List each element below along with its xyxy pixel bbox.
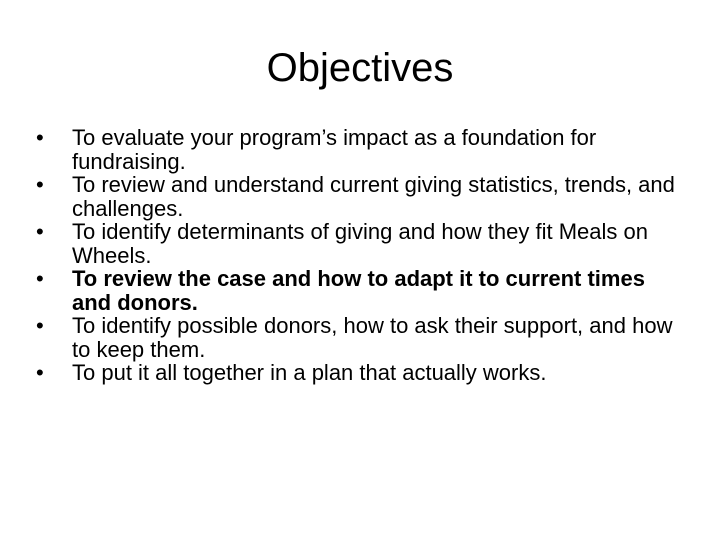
objectives-list [36, 126, 686, 385]
bullet-icon: • [36, 172, 44, 197]
bullet-icon: • [36, 219, 44, 244]
list-item [36, 220, 686, 267]
list-item [36, 361, 686, 385]
bullet-icon: • [36, 266, 44, 291]
list-item-text: To evaluate your program’s impact as a foundation for fundraising. [72, 125, 597, 174]
list-item [36, 126, 686, 173]
list-item [36, 173, 686, 220]
list-item-text: To put it all together in a plan that actually works. [72, 360, 547, 385]
bullet-icon: • [36, 360, 44, 385]
list-item [36, 314, 686, 361]
list-item-text: To review and understand current giving statistics, trends, and challenges. [72, 172, 675, 221]
list-item-text: To identify determinants of giving and how they fit Meals on Wheels. [72, 219, 648, 268]
slide-title: Objectives [266, 46, 454, 90]
list-item-text: To identify possible donors, how to ask their support, and how to keep them. [72, 313, 673, 362]
bullet-icon: • [36, 313, 44, 338]
list-item [36, 267, 686, 314]
bullet-icon: • [36, 125, 44, 150]
list-item-text: To review the case and how to adapt it to current times and donors. [72, 266, 645, 315]
